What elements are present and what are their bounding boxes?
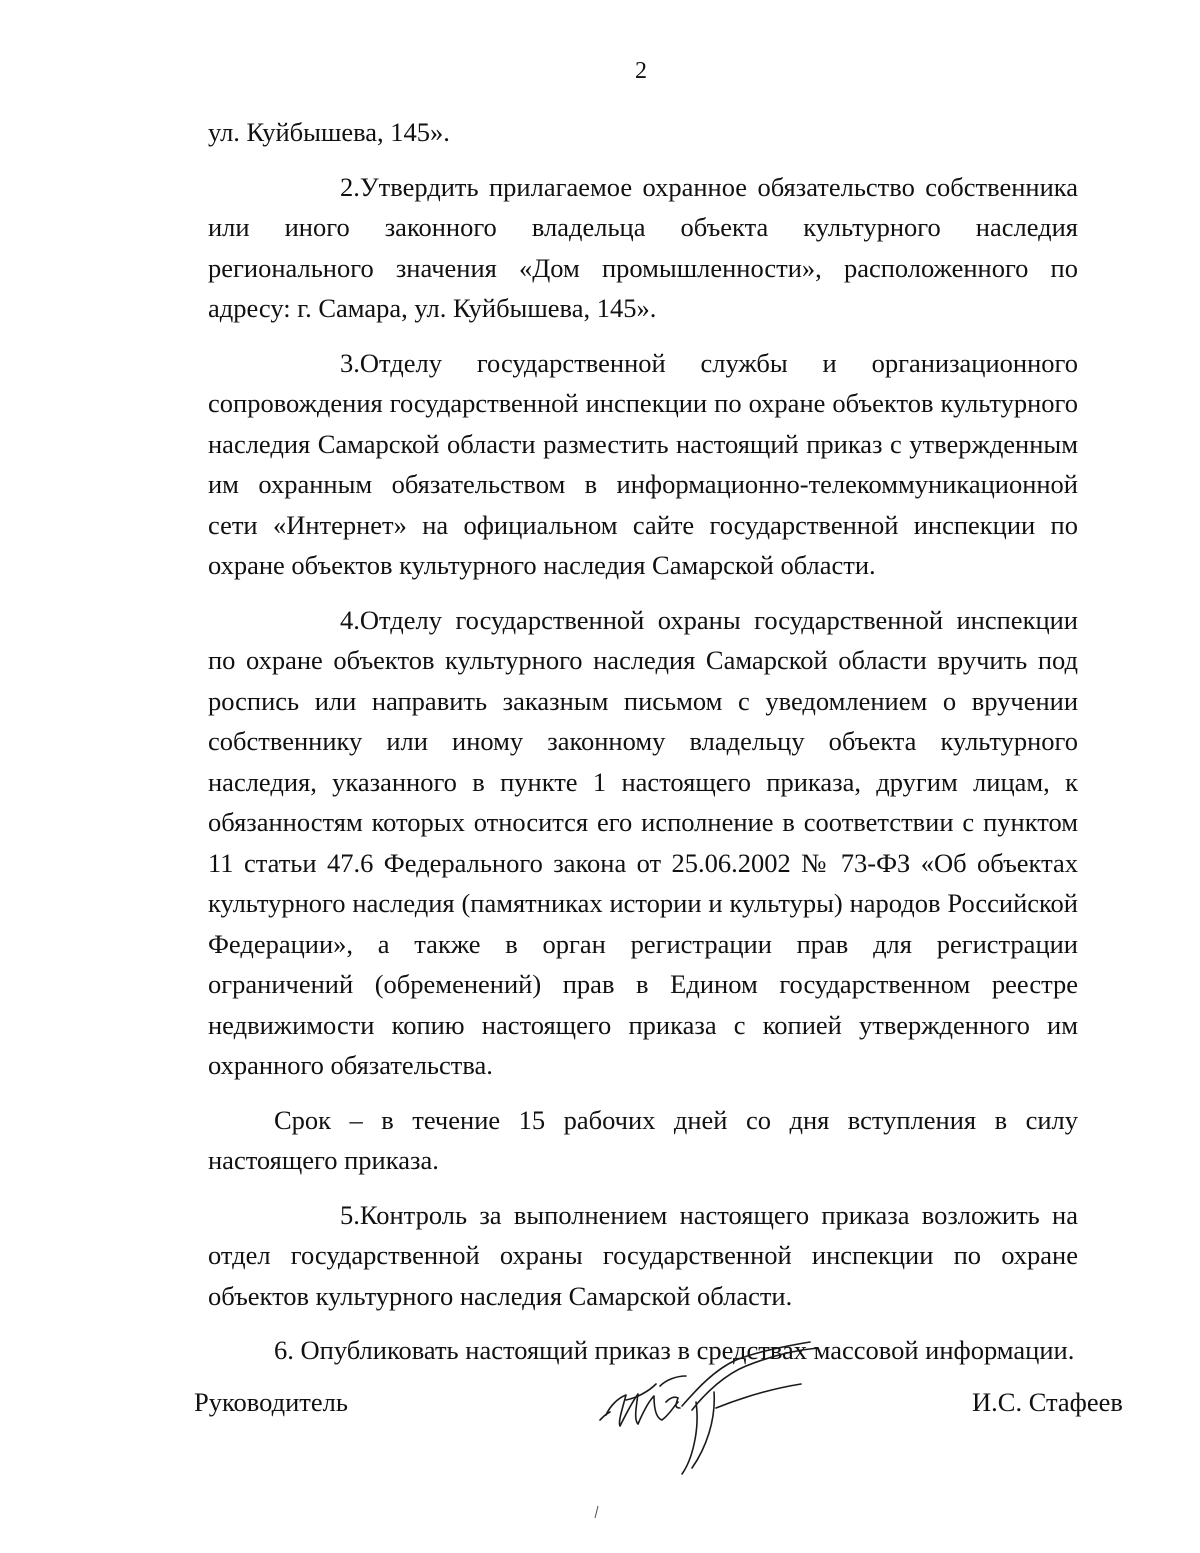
- paragraph-number: 6.: [274, 1335, 294, 1365]
- paragraph-number: 2.: [340, 171, 360, 202]
- paragraph-item-2: [208, 167, 1078, 329]
- paragraph-text: Утвердить прилагаемое охранное обязательство собственника или иного законного владельца объекта культурного наследия регионального значения «Дом промышленности», расположенного по адресу: г. Самара, ул. Куйбышева, 145».: [208, 171, 1078, 323]
- handwritten-signature: [596, 1340, 826, 1480]
- paragraph-text: Опубликовать настоящий приказ в средствах массовой информации.: [300, 1335, 1075, 1365]
- paragraph-number: 3.: [340, 347, 360, 378]
- signatory-name: И.С. Стафеев: [972, 1387, 1123, 1417]
- paragraph-deadline: [208, 1100, 1078, 1181]
- paragraph-text: Срок – в течение 15 рабочих дней со дня вступления в силу настоящего приказа.: [208, 1104, 1078, 1175]
- paragraph-item-3: [208, 343, 1078, 586]
- document-body: [208, 112, 1078, 1371]
- page-number: 2: [635, 58, 647, 84]
- paragraph-number: 4.: [340, 604, 360, 635]
- paragraph-item-4: [208, 600, 1078, 1086]
- stray-mark: [592, 1504, 602, 1520]
- paragraph-number: 5.: [340, 1199, 360, 1230]
- paragraph-continuation: [208, 112, 1078, 153]
- signatory-title: Руководитель: [194, 1387, 348, 1417]
- signature-block: [0, 1340, 1200, 1480]
- paragraph-item-5: [208, 1195, 1078, 1317]
- paragraph-text: Контроль за выполнением настоящего приказа возложить на отдел государственной охраны государственной инспекции по охране объектов культурного наследия Самарской области.: [208, 1199, 1078, 1311]
- paragraph-text: ул. Куйбышева, 145».: [208, 117, 450, 147]
- paragraph-text: Отделу государственной охраны государственной инспекции по охране объектов культурного наследия Самарской области вручить под роспись или направить заказным письмом с уведомлением о вручении собственнику или иному законному владельцу объекта культурного наследия, указанного в пункте 1 настоящего приказа, другим лицам, к обязанностям которых относится его исполнение в соответствии с пунктом 11 статьи 47.6 Федерального закона от 25.06.2002 № 73-ФЗ «Об объектах культурного наследия (памятниках истории и культуры) народов Российской Федерации», а также в орган регистрации прав для регистрации ограничений (обременений) прав в Едином государственном реестре недвижимости копию настоящего приказа с копией утвержденного им охранного обязательства.: [208, 604, 1078, 1080]
- paragraph-text: Отделу государственной службы и организационного сопровождения государственной инспекции по охране объектов культурного наследия Самарской области разместить настоящий приказ с утвержденным им охранным обязательством в информационно-телекоммуникационной сети «Интернет» на официальном сайте государственной инспекции по охране объектов культурного наследия Самарской области.: [208, 347, 1078, 580]
